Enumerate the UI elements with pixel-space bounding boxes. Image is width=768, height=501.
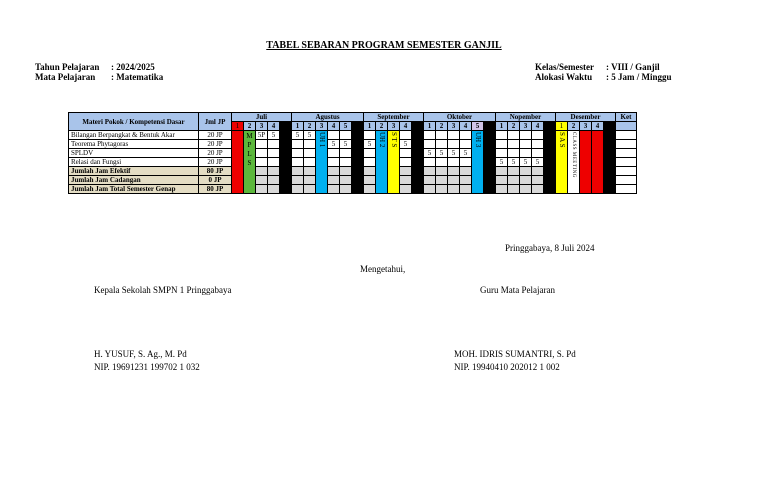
ket-cell [616, 149, 637, 158]
week-cell: 4 [460, 122, 472, 131]
cell [364, 167, 376, 176]
cell [436, 176, 448, 185]
cell [256, 149, 268, 158]
cell [508, 167, 520, 176]
cell [268, 167, 280, 176]
month-separator [280, 131, 292, 194]
cell [496, 140, 508, 149]
ket-cell [616, 185, 637, 194]
alokasi-label: Alokasi Waktu [535, 72, 593, 82]
desember-red [592, 131, 604, 194]
uh3-cell [472, 131, 484, 194]
cell [400, 158, 412, 167]
week-cell: 1 [364, 122, 376, 131]
month-separator [280, 122, 292, 131]
week-cell: 4 [592, 122, 604, 131]
schedule-table [68, 112, 637, 194]
month-separator [352, 122, 364, 131]
cell: 5 [400, 140, 412, 149]
month-nopember: Nopember [496, 113, 556, 122]
cell [460, 176, 472, 185]
materi-cell: Bilangan Berpangkat & Bentuk Akar [69, 131, 199, 140]
cell [340, 149, 352, 158]
ket-cell [616, 176, 637, 185]
desember-red [580, 131, 592, 194]
mpls-cell [244, 131, 256, 194]
cell [424, 158, 436, 167]
cell: 5 [508, 158, 520, 167]
cell [460, 131, 472, 140]
mapel-value: : Matematika [111, 72, 164, 82]
tahun-value: : 2024/2025 [111, 62, 155, 72]
sts-label: S T S [390, 132, 398, 148]
cell: 5P [256, 131, 268, 140]
cell: 5 [328, 140, 340, 149]
uh1-cell [316, 131, 328, 194]
juli-w1-red [232, 131, 244, 194]
cell [448, 131, 460, 140]
cell [364, 158, 376, 167]
cell [292, 158, 304, 167]
cell [448, 167, 460, 176]
cell [292, 176, 304, 185]
materi-cell: Teorema Phytagoras [69, 140, 199, 149]
cell [532, 140, 544, 149]
mpls-letter: S [247, 159, 252, 167]
cell: 5 [364, 140, 376, 149]
cell [340, 158, 352, 167]
ket-cell [616, 158, 637, 167]
cell [496, 176, 508, 185]
jp-cell: 20 JP [199, 131, 232, 140]
mapel-label: Mata Pelajaran [35, 72, 96, 82]
cell [496, 131, 508, 140]
cell [400, 176, 412, 185]
cell: 5 [448, 149, 460, 158]
tahun-label: Tahun Pelajaran [35, 62, 100, 72]
class-meeting-label: CLASS MEETING [571, 132, 576, 178]
week-cell: 2 [508, 122, 520, 131]
cell: 5 [532, 158, 544, 167]
materi-cell: Relasi dan Fungsi [69, 158, 199, 167]
week-cell: 2 [376, 122, 388, 131]
week-cell: 5 [472, 122, 484, 131]
cell [364, 131, 376, 140]
week-cell: 2 [244, 122, 256, 131]
cell [268, 149, 280, 158]
cell [292, 185, 304, 194]
left-role: Kepala Sekolah SMPN 1 Pringgabaya [94, 285, 232, 295]
cell [364, 176, 376, 185]
week-cell: 2 [304, 122, 316, 131]
cell [304, 176, 316, 185]
ket-cell [616, 140, 637, 149]
cell: 5 [424, 149, 436, 158]
cell: 5 [436, 149, 448, 158]
ket-cell [616, 122, 637, 131]
cell [508, 176, 520, 185]
jp-cell: 20 JP [199, 149, 232, 158]
cell [292, 140, 304, 149]
cell [304, 140, 316, 149]
col-jp-header: Jml JP [199, 113, 232, 131]
total-jp: 80 JP [199, 167, 232, 176]
week-cell: 3 [388, 122, 400, 131]
cell: 5 [292, 131, 304, 140]
week-cell: 2 [568, 122, 580, 131]
week-cell: 4 [268, 122, 280, 131]
week-cell: 2 [436, 122, 448, 131]
cell [448, 176, 460, 185]
cell [520, 149, 532, 158]
cell [328, 167, 340, 176]
total-label: Jumlah Jam Efektif [69, 167, 199, 176]
cell [436, 158, 448, 167]
week-cell: 1 [292, 122, 304, 131]
cell [496, 167, 508, 176]
cell [448, 158, 460, 167]
cell [256, 167, 268, 176]
month-oktober: Oktober [424, 113, 496, 122]
materi-cell: SPLDV [69, 149, 199, 158]
cell [520, 131, 532, 140]
table-row [69, 131, 637, 140]
cell [532, 176, 544, 185]
cell [400, 149, 412, 158]
week-cell: 3 [316, 122, 328, 131]
cell [424, 167, 436, 176]
cell [256, 176, 268, 185]
cell: 5 [460, 149, 472, 158]
cell [520, 176, 532, 185]
cell [520, 185, 532, 194]
cell [448, 140, 460, 149]
mpls-letter: P [247, 141, 252, 149]
week-cell: 4 [328, 122, 340, 131]
month-separator [604, 122, 616, 131]
right-nip: NIP. 19940410 202012 1 002 [454, 362, 560, 372]
month-desember: Desember [556, 113, 616, 122]
week-cell: 3 [520, 122, 532, 131]
uh1-label: UH 1 [318, 132, 326, 148]
cell [436, 185, 448, 194]
left-nip: NIP. 19691231 199702 1 032 [94, 362, 200, 372]
cell [340, 176, 352, 185]
cell [328, 185, 340, 194]
cell [340, 185, 352, 194]
cell [520, 167, 532, 176]
jp-cell: 20 JP [199, 158, 232, 167]
cell [400, 167, 412, 176]
cell [304, 149, 316, 158]
cell [340, 167, 352, 176]
ket-cell [616, 167, 637, 176]
cell [400, 131, 412, 140]
cell [424, 131, 436, 140]
cell [508, 140, 520, 149]
cell [532, 167, 544, 176]
cell [304, 167, 316, 176]
cell: 5 [268, 131, 280, 140]
kelas-label: Kelas/Semester [535, 62, 594, 72]
cell [532, 131, 544, 140]
cell [292, 149, 304, 158]
cell [460, 140, 472, 149]
week-cell: 5 [340, 122, 352, 131]
total-label: Jumlah Jam Cadangan [69, 176, 199, 185]
uh2-cell [376, 131, 388, 194]
month-separator [352, 131, 364, 194]
cell [268, 185, 280, 194]
cell [328, 149, 340, 158]
cell [508, 131, 520, 140]
cell [496, 185, 508, 194]
kelas-value: : VIII / Ganjil [606, 62, 660, 72]
mpls-letter: M [246, 132, 253, 140]
uh2-label: UH 2 [378, 132, 386, 148]
cell [496, 149, 508, 158]
cell: 5 [520, 158, 532, 167]
month-separator [544, 131, 556, 194]
cell [424, 185, 436, 194]
mpls-letter: L [247, 150, 252, 158]
mengetahui: Mengetahui, [360, 264, 406, 274]
cell [268, 158, 280, 167]
cell: 5 [304, 131, 316, 140]
cell [340, 131, 352, 140]
place-date: Pringgabaya, 8 Juli 2024 [505, 243, 595, 253]
total-jp: 0 JP [199, 176, 232, 185]
total-label: Jumlah Jam Total Semester Genap [69, 185, 199, 194]
month-separator [412, 131, 424, 194]
cell: 5 [496, 158, 508, 167]
cell [424, 140, 436, 149]
uh3-label: UH 3 [474, 132, 482, 148]
right-role: Guru Mata Pelajaran [480, 285, 555, 295]
cell [460, 158, 472, 167]
cell [364, 149, 376, 158]
month-juli: Juli [232, 113, 292, 122]
cell [460, 167, 472, 176]
month-separator [544, 122, 556, 131]
cell [436, 167, 448, 176]
cell [304, 185, 316, 194]
cell [400, 185, 412, 194]
cell [532, 185, 544, 194]
cell [256, 185, 268, 194]
week-cell: 3 [448, 122, 460, 131]
sas-cell [556, 131, 568, 194]
cell [304, 158, 316, 167]
week-cell: 1 [424, 122, 436, 131]
col-ket-header: Ket [616, 113, 637, 122]
cell [328, 158, 340, 167]
week-cell: 1 [232, 122, 244, 131]
month-separator [484, 131, 496, 194]
week-cell: 1 [556, 122, 568, 131]
week-cell: 1 [496, 122, 508, 131]
sas-label: S A S [558, 132, 566, 148]
cell [436, 131, 448, 140]
cell [256, 158, 268, 167]
month-separator [604, 131, 616, 194]
cell [448, 185, 460, 194]
week-cell: 3 [580, 122, 592, 131]
left-name: H. YUSUF, S. Ag., M. Pd [94, 349, 187, 359]
class-meeting-cell [568, 131, 580, 194]
cell [292, 167, 304, 176]
cell [508, 149, 520, 158]
alokasi-value: : 5 Jam / Minggu [606, 72, 672, 82]
cell [436, 140, 448, 149]
right-name: MOH. IDRIS SUMANTRI, S. Pd [454, 349, 576, 359]
cell: 5 [340, 140, 352, 149]
month-agustus: Agustus [292, 113, 364, 122]
sts-cell [388, 131, 400, 194]
cell [508, 185, 520, 194]
month-separator [484, 122, 496, 131]
cell [532, 149, 544, 158]
cell [424, 176, 436, 185]
week-cell: 4 [400, 122, 412, 131]
ket-cell [616, 131, 637, 140]
cell [364, 185, 376, 194]
cell [256, 140, 268, 149]
total-jp: 80 JP [199, 185, 232, 194]
cell [268, 140, 280, 149]
month-september: September [364, 113, 424, 122]
month-separator [412, 122, 424, 131]
week-cell: 3 [256, 122, 268, 131]
cell [520, 140, 532, 149]
jp-cell: 20 JP [199, 140, 232, 149]
cell [328, 176, 340, 185]
cell [268, 176, 280, 185]
week-cell: 4 [532, 122, 544, 131]
col-materi-header: Materi Pokok / Kompetensi Dasar [69, 113, 199, 131]
cell [328, 131, 340, 140]
cell [460, 185, 472, 194]
page-title: TABEL SEBARAN PROGRAM SEMESTER GANJIL [266, 40, 502, 51]
